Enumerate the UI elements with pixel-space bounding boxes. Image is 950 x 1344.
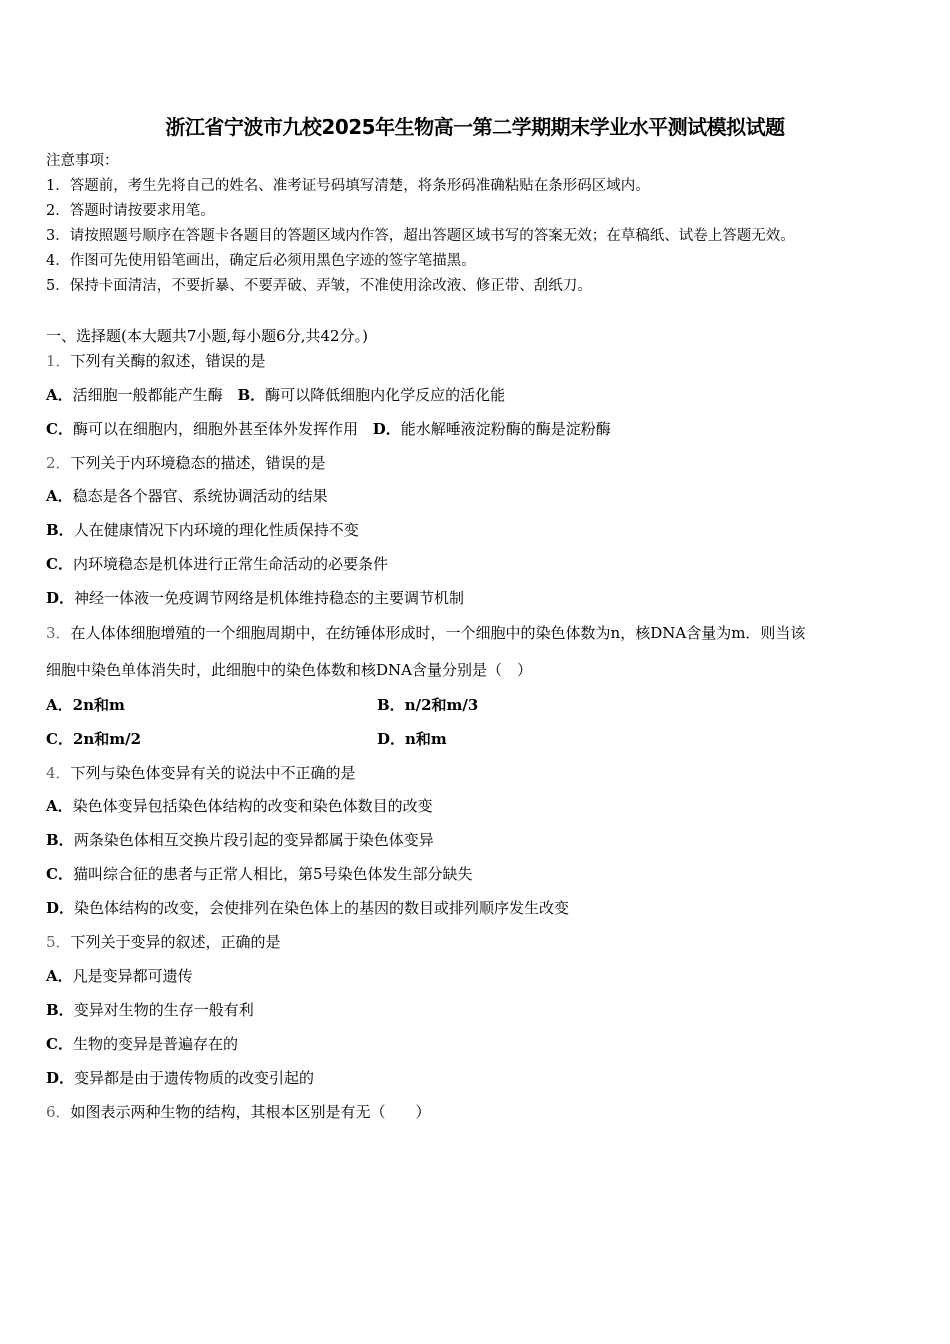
option-b-text: 酶可以降低细胞内化学反应的活化能: [265, 386, 506, 404]
question-3-continued: 细胞中染色单体消失时，此细胞中的染色体数和核DNA含量分别是（ ）: [46, 661, 532, 679]
question-stem-line-1: 在人体体细胞增殖的一个细胞周期中，在纺锤体形成时，一个细胞中的染色体数为n，核DNA含量为m．则当该: [70, 624, 806, 642]
option-text: 染色体结构的改变，会使排列在染色体上的基因的数目或排列顺序发生改变: [74, 899, 570, 917]
option-d: [46, 898, 569, 918]
option-c-text: 酶可以在细胞内，细胞外甚至体外发挥作用: [72, 420, 358, 438]
option-text: 凡是变异都可遗传: [72, 967, 193, 985]
option-letter: C．: [46, 865, 73, 883]
option-text: 猫叫综合征的患者与正常人相比，第5号染色体发生部分缺失: [72, 865, 473, 883]
option-b: [46, 520, 359, 540]
option-text: 2n和m/2: [72, 730, 142, 748]
question-2: [46, 453, 326, 473]
option-text: n和m: [405, 730, 447, 748]
option-letter: C．: [46, 730, 73, 748]
question-stem: 下列关于变异的叙述，正确的是: [70, 933, 281, 951]
option-d: [46, 588, 464, 608]
option-text: 神经一体液一免疫调节网络是机体维持稳态的主要调节机制: [74, 589, 465, 607]
question-number: 6．: [46, 1103, 71, 1121]
question-1-options-ab: [46, 385, 505, 405]
option-c-letter: C．: [46, 420, 73, 438]
option-letter: B．: [46, 521, 74, 539]
notice-item-1: 1．答题前，考生先将自己的姓名、准考证号码填写清楚，将条形码准确粘贴在条形码区域内。: [46, 178, 650, 194]
option-letter: A．: [46, 696, 73, 714]
option-letter: D．: [46, 589, 75, 607]
option-letter: A．: [46, 967, 73, 985]
option-a-text: 活细胞一般都能产生酶: [72, 386, 223, 404]
option-text: 染色体变异包括染色体结构的改变和染色体数目的改变: [72, 797, 433, 815]
option-d-text: 能水解唾液淀粉酶的酶是淀粉酶: [400, 420, 611, 438]
question-number: 2．: [46, 454, 71, 472]
notice-item-3: 3．请按照题号顺序在答题卡各题目的答题区域内作答，超出答题区域书写的答案无效；在草稿纸、试卷上答题无效。: [46, 228, 795, 244]
notice-item-4: 4．作图可先使用铅笔画出，确定后必须用黑色字迹的签字笔描黑。: [46, 253, 476, 269]
option-a-letter: A．: [46, 386, 73, 404]
option-text: 变异对生物的生存一般有利: [73, 1001, 254, 1019]
option-text: n/2和m/3: [404, 696, 479, 714]
question-1-options-cd: [46, 419, 611, 439]
question-number: 5．: [46, 933, 71, 951]
question-stem: 下列有关酶的叙述，错误的是: [70, 352, 266, 370]
option-a: [46, 796, 433, 816]
option-d: [377, 729, 447, 749]
option-text: 两条染色体相互交换片段引起的变异都属于染色体变异: [73, 831, 434, 849]
notice-heading: 注意事项：: [46, 153, 119, 169]
option-a: [46, 486, 328, 506]
option-d: [46, 1068, 314, 1088]
question-1: [46, 351, 266, 371]
option-letter: D．: [46, 1069, 75, 1087]
option-letter: B．: [377, 696, 405, 714]
option-letter: C．: [46, 555, 73, 573]
notice-item-5: 5．保持卡面清洁，不要折暴、不要弄破、弄皱，不准使用涂改液、修正带、刮纸刀。: [46, 278, 592, 294]
option-a: [46, 695, 125, 715]
option-c: [46, 864, 473, 884]
question-number: 3．: [46, 624, 71, 642]
question-3: [46, 623, 805, 643]
option-letter: D．: [377, 730, 406, 748]
option-a: [46, 966, 193, 986]
question-4: [46, 763, 356, 783]
option-letter: B．: [46, 1001, 74, 1019]
option-c: [46, 1034, 238, 1054]
option-text: 内环境稳态是机体进行正常生命活动的必要条件: [72, 555, 388, 573]
page-title: 浙江省宁波市九校2025年生物高一第二学期期末学业水平测试模拟试题: [165, 115, 785, 139]
option-letter: B．: [46, 831, 74, 849]
option-d-letter: D．: [372, 420, 401, 438]
question-stem: 下列关于内环境稳态的描述，错误的是: [70, 454, 326, 472]
question-number: 1．: [46, 352, 71, 370]
question-5: [46, 932, 281, 952]
option-b-letter: B．: [237, 386, 266, 404]
option-b: [377, 695, 478, 715]
question-stem: 下列与染色体变异有关的说法中不正确的是: [70, 764, 356, 782]
option-letter: D．: [46, 899, 75, 917]
option-b: [46, 1000, 254, 1020]
section-heading: 一、选择题(本大题共7小题,每小题6分,共42分。): [46, 327, 368, 345]
option-c: [46, 729, 141, 749]
question-6: [46, 1102, 431, 1122]
option-letter: A．: [46, 797, 73, 815]
option-text: 稳态是各个器官、系统协调活动的结果: [72, 487, 328, 505]
option-text: 人在健康情况下内环境的理化性质保持不变: [73, 521, 359, 539]
option-letter: A．: [46, 487, 73, 505]
question-stem: 如图表示两种生物的结构，其根本区别是有无（ ）: [70, 1103, 431, 1121]
option-text: 生物的变异是普遍存在的: [72, 1035, 238, 1053]
option-text: 变异都是由于遗传物质的改变引起的: [74, 1069, 315, 1087]
question-number: 4．: [46, 764, 71, 782]
notice-item-2: 2．答题时请按要求用笔。: [46, 203, 215, 219]
option-letter: C．: [46, 1035, 73, 1053]
option-c: [46, 554, 388, 574]
option-text: 2n和m: [72, 696, 125, 714]
option-b: [46, 830, 434, 850]
